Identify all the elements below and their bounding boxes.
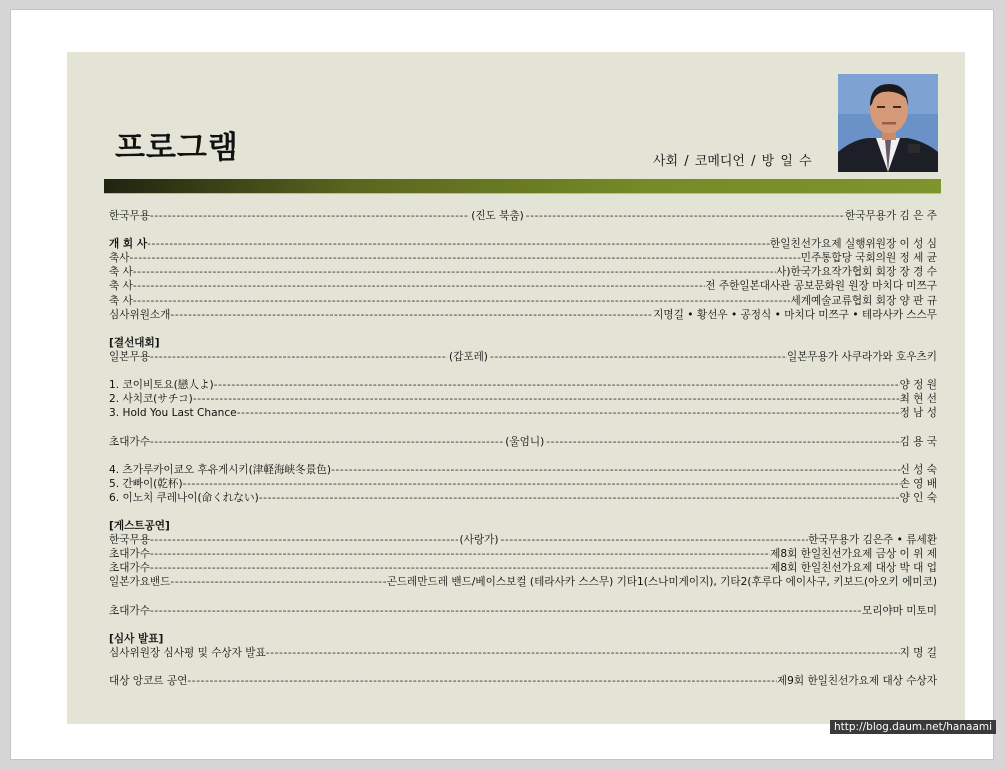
program-item: 개 회 사 [109,238,148,251]
program-row [109,209,937,223]
leader-dashes [331,463,899,477]
program-item: 일본무용 [109,350,150,363]
program-performer: 지 명 길 [899,646,937,659]
leader-dashes [214,378,900,392]
program-item: 심사위원장 심사평 및 수상자 발표 [109,646,266,659]
row-spacer [109,420,937,434]
program-performer: 사)한국가요작가협회 회장 장 경 수 [776,266,937,279]
program-performer: 한국무용가 김은주 • 류세환 [808,534,937,547]
program-performer: 양 정 원 [899,379,937,392]
program-piece: (사랑가) [459,534,499,547]
leader-dashes [133,265,776,279]
leader-dashes [490,350,787,364]
row-spacer [109,449,937,463]
program-item: 축 사 [109,294,133,307]
leader-dashes [259,491,900,505]
page-frame [10,9,994,760]
program-performer: 신 성 숙 [899,463,937,476]
program-item: 5. 간빠이(乾杯) [109,477,183,490]
row-spacer [109,322,937,336]
portrait-image [838,74,938,172]
leader-dashes [147,237,770,251]
program-item: 초대가수 [109,548,150,561]
host-caption: 사회 / 코메디언 / 방 일 수 [653,154,812,169]
row-spacer [109,223,937,237]
program-performer: 모리야마 미토미 [861,604,937,617]
program-performer: 김 용 국 [899,435,937,448]
row-spacer [109,660,937,674]
program-row [109,674,937,688]
program-item: 축 사 [109,266,133,279]
program-item: 일본가요밴드 [109,576,171,589]
leader-dashes [500,533,808,547]
program-item: 초대가수 [109,435,150,448]
leader-dashes [129,251,800,265]
program-performer: 민주통합당 국회의원 정 세 균 [800,252,937,265]
leader-dashes [133,279,705,293]
program-row [109,392,937,406]
program-piece: (울엄니) [505,435,545,448]
program-piece: (진도 북춤) [471,210,524,222]
leader-dashes [237,406,900,420]
program-performer: 전 주한일본대사관 공보문화원 원장 마치다 미쯔구 [705,280,937,293]
program-item: 초대가수 [109,604,150,617]
program-item: 심사위원소개 [109,308,171,321]
program-row [109,646,937,660]
section-heading: [결선대회] [109,336,160,349]
row-spacer [109,618,937,632]
program-item: 초대가수 [109,562,150,575]
program-row [109,435,937,449]
program-performer: 제9회 한일친선가요제 대상 수상자 [776,675,937,688]
leader-dashes [150,209,469,223]
program-row [109,265,937,279]
program-performer: 제8회 한일친선가요제 대상 박 대 업 [770,562,937,575]
program-row [109,533,937,547]
program-performer: 최 현 선 [899,393,937,406]
program-row [109,237,937,251]
program-row [109,294,937,308]
watermark: http://blog.daum.net/hanaami [830,720,996,734]
leader-dashes [150,547,770,561]
leader-dashes [187,674,777,688]
leader-dashes [133,294,791,308]
program-item: 대상 앙코르 공연 [109,675,188,688]
program-list [109,209,937,688]
program-performer: 일본무용가 사쿠라가와 호우츠키 [786,350,937,363]
program-slide [67,52,965,724]
program-row [109,547,937,561]
program-item: 4. 츠가루카이쿄오 후유게시키(津軽海峡冬景色) [109,463,332,476]
program-row [109,378,937,392]
section-heading: [게스트공연] [109,520,170,533]
leader-dashes [150,435,503,449]
program-row [109,463,937,477]
header-divider-bar [104,179,941,193]
program-row [109,308,937,322]
leader-dashes [546,435,899,449]
leader-dashes [266,646,900,660]
host-portrait [838,74,938,172]
program-item: 3. Hold You Last Chance [109,407,237,420]
program-performer: 세계예술교류협회 회장 양 판 규 [790,294,937,307]
page-title: 프로그램 [115,130,239,166]
leader-dashes [150,350,447,364]
program-item: 한국무용 [109,210,150,222]
program-item: 한국무용 [109,534,150,547]
program-row [109,575,937,589]
program-piece: (갑포레) [448,350,488,363]
leader-dashes [150,561,770,575]
program-item: 축 사 [109,280,133,293]
program-performer: 지명길 • 황선우 • 공정식 • 마치다 미쯔구 • 테라사카 스스무 [653,308,937,321]
row-spacer [109,590,937,604]
program-row [109,251,937,265]
leader-dashes [193,392,900,406]
program-row [109,477,937,491]
program-performer: 정 남 성 [899,407,937,420]
program-row [109,604,937,618]
program-row [109,350,937,364]
program-row [109,279,937,293]
program-item: 1. 코이비토요(戀人よ) [109,379,214,392]
program-performer: 제8회 한일친선가요제 금상 이 위 제 [770,548,937,561]
row-spacer [109,505,937,519]
leader-dashes [526,209,845,223]
program-item: 축사 [109,252,130,265]
program-row [109,406,937,420]
leader-dashes [170,575,386,589]
program-performer: 한일친선가요제 실행위원장 이 성 심 [770,238,937,251]
program-row [109,491,937,505]
leader-dashes [150,533,458,547]
program-item: 2. 사치코(サチコ) [109,393,193,406]
row-spacer [109,364,937,378]
program-item: 6. 이노치 쿠레나이(命くれない) [109,491,259,504]
section-heading: [심사 발표] [109,632,164,645]
leader-dashes [183,477,900,491]
program-performer: 곤드레만드레 밴드/베이스보컬 (테라사카 스스무) 기타1(스나미게이지), 기타2(후루다 에이사구, 키보드(아오키 에미코) [386,576,937,589]
program-performer: 한국무용가 김 은 주 [845,210,937,222]
program-performer: 양 인 숙 [899,491,937,504]
leader-dashes [170,308,653,322]
leader-dashes [150,604,862,618]
program-performer: 손 영 배 [899,477,937,490]
program-row [109,561,937,575]
